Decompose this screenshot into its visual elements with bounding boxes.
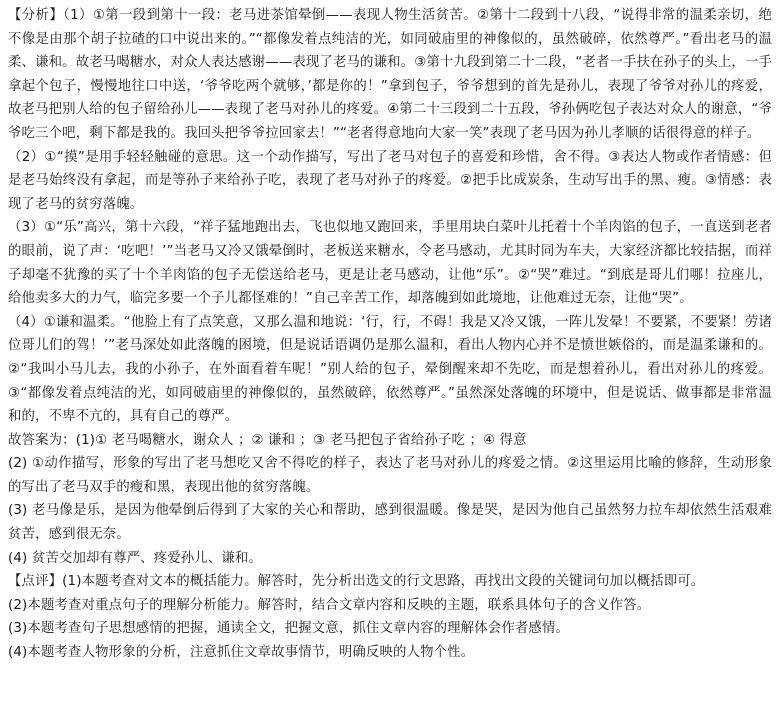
answer-part-2: (2) ①动作描写，形象的写出了老马想吃又舍不得吃的样子，表达了老马对孙儿的疼爱之情。②这里运用比喻的修辞，生动形象的写出了老马双手的瘦和黑，表现出他的贫穷落魄。 — [8, 456, 772, 495]
analysis-part-1: 【分析】（1）①第一段到第十一段：老马进茶馆晕倒——表现人物生活贫苦。②第十二段到十八段，“说得非常的温柔亲切，绝不像是由那个胡子拉碴的口中说出来的。”“都像发着点纯洁的光，如同破庙里的神像似的，虽然破碎，依然尊严。”看出老马的温柔、谦和。故老马喝糖水，对众人表达感谢——表现了老马的谦和。③第十九段到第二十二段，“老者一手扶在孙子的头上，一手拿起个包子，慢慢地往口中送，‘爷爷吃两个就够，’都是你的！”拿到包子，爷爷想到的首先是孙儿，表现了爷爷对孙儿的疼爱，故老马把别人给的包子留给孙儿——表现了老马对孙儿的疼爱。④第二十三段到二十五段，爷孙俩吃包子表达对众人的谢意，“爷爷吃三个吧，剩下都是我的。我回头把爷爷拉回家去！”“老者得意地向大家一笑”表现了老马因为孙儿孝顺的话很得意的样子。 — [8, 8, 772, 141]
comment-part-4: (4)本题考查人物形象的分析，注意抓住文章故事情节，明确反映的人物个性。 — [8, 645, 475, 661]
analysis-part-2: （2）①“摸”是用手轻轻触碰的意思。这一个动作描写，写出了老马对包子的喜爱和珍惜，舍不得。③表达人物或作者情感：但是老马始终没有拿起，而是等孙子来给孙子吃，表现了老马对孙子的疼爱。②把手比成炭条，生动写出手的黑、瘦。③情感：表现了老马的贫穷落魄。 — [8, 149, 772, 212]
analysis-part-4: （4）①谦和温柔。“他脸上有了点笑意，又那么温和地说：‘行，行，不碍！我是又冷又饿，一阵儿发晕！不要紧，不要紧！劳诸位哥儿们的驾！’”老马深处如此落魄的困境，但是说话语调仍是那么温和，看出人物内心并不是愤世嫉俗的，而是温柔谦和的。②“我叫小马儿去，我的小孙子，在外面看着车呢！”别人给的包子，晕倒醒来却不先吃，而是想着孙儿，看出对孙儿的疼爱。③“都像发着点纯洁的光，如同破庙里的神像似的，虽然破碎，依然尊严。”虽然深处落魄的环境中，但是说话、做事都是非常温和的，不卑不亢的，具有自己的尊严。 — [8, 314, 772, 425]
comment-part-2: (2)本题考查对重点句子的理解分析能力。解答时，结合文章内容和反映的主题，联系具体句子的含义作答。 — [8, 597, 651, 613]
answer-part-1: 故答案为：(1)① 老马喝糖水，谢众人 ；② 谦和 ；③ 老马把包子省给孙子吃 ；④ 得意 — [8, 432, 527, 448]
comment-part-1: 【点评】(1)本题考查对文本的概括能力。解答时，先分析出选文的行文思路，再找出文段的关键词句加以概括即可。 — [8, 574, 705, 590]
answer-part-3: (3) 老马像是乐，是因为他晕倒后得到了大家的关心和帮助，感到很温暖。像是哭，是因为他自己虽然努力拉车却依然生活艰难贫苦，感到很无奈。 — [8, 503, 772, 543]
comment-part-3: (3)本题考查句子思想感情的把握，通读全文，把握文意，抓住文章内容的理解体会作者感情。 — [8, 621, 570, 637]
analysis-part-3: （3）①“乐”高兴，第十六段，“祥子猛地跑出去，飞也似地又跑回来，手里用块白菜叶儿托着十个羊肉馅的包子，一直送到老者的眼前，说了声：‘吃吧！’”当老马又冷又饿晕倒时，老板送来糖水，令老马感动，尤其时同为车夫，大家经济都比较拮据，而祥子却毫不犹豫的买了十个羊肉馅的包子无偿送给老马，更是让老马感动，让他“乐”。②“哭”难过。“到底是哥儿们哪！拉座儿，给他卖多大的力气，临完多要一个子儿都怪难的！”自己辛苦工作，却落魄到如此境地，让他难过无奈，让他“哭”。 — [8, 220, 772, 307]
answer-part-4: (4) 贫苦交加却有尊严、疼爱孙儿、谦和。 — [8, 550, 263, 566]
